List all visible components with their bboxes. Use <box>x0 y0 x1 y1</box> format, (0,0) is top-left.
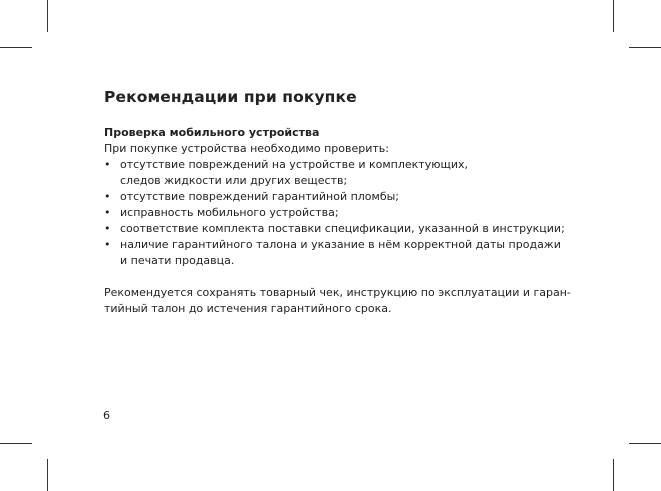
checklist-item-line: наличие гарантийного талона и указание в нём корректной даты продажи <box>120 238 561 251</box>
crop-mark-top-right-horizontal <box>629 47 661 48</box>
section-intro: При покупке устройства необходимо проверить: <box>104 142 389 155</box>
checklist-item <box>104 205 584 221</box>
bullet-icon: • <box>104 190 111 203</box>
checklist <box>104 157 584 269</box>
crop-mark-bottom-left-horizontal <box>0 443 32 444</box>
recommendation-paragraph <box>104 285 584 317</box>
bullet-icon: • <box>104 222 111 235</box>
checklist-item <box>104 221 584 237</box>
bullet-icon: • <box>104 158 111 171</box>
crop-mark-top-left-horizontal <box>0 47 32 48</box>
checklist-item-line: и печати продавца. <box>120 254 235 267</box>
checklist-item-line: следов жидкости или других веществ; <box>120 174 348 187</box>
crop-mark-top-left-vertical <box>47 0 48 32</box>
checklist-item-line: соответствие комплекта поставки спецификации, указанной в инструкции; <box>120 222 565 235</box>
bullet-icon: • <box>104 238 111 251</box>
page-title: Рекомендации при покупке <box>104 88 357 106</box>
recommendation-line: тийный талон до истечения гарантийного срока. <box>104 302 392 315</box>
recommendation-line: Рекомендуется сохранять товарный чек, инструкцию по эксплуатации и гаран- <box>104 286 571 299</box>
checklist-item-line: отсутствие повреждений на устройстве и комплектующих, <box>120 158 468 171</box>
page-number: 6 <box>103 409 110 422</box>
crop-mark-bottom-left-vertical <box>47 459 48 491</box>
checklist-item <box>104 189 584 205</box>
crop-mark-bottom-right-vertical <box>613 459 614 491</box>
section-title: Проверка мобильного устройства <box>104 126 320 139</box>
crop-mark-top-right-vertical <box>613 0 614 32</box>
checklist-item <box>104 157 584 189</box>
bullet-icon: • <box>104 206 111 219</box>
crop-mark-bottom-right-horizontal <box>629 443 661 444</box>
checklist-item-line: исправность мобильного устройства; <box>120 206 339 219</box>
checklist-item-line: отсутствие повреждений гарантийной пломбы; <box>120 190 400 203</box>
checklist-item <box>104 237 584 269</box>
page-content <box>104 87 584 317</box>
